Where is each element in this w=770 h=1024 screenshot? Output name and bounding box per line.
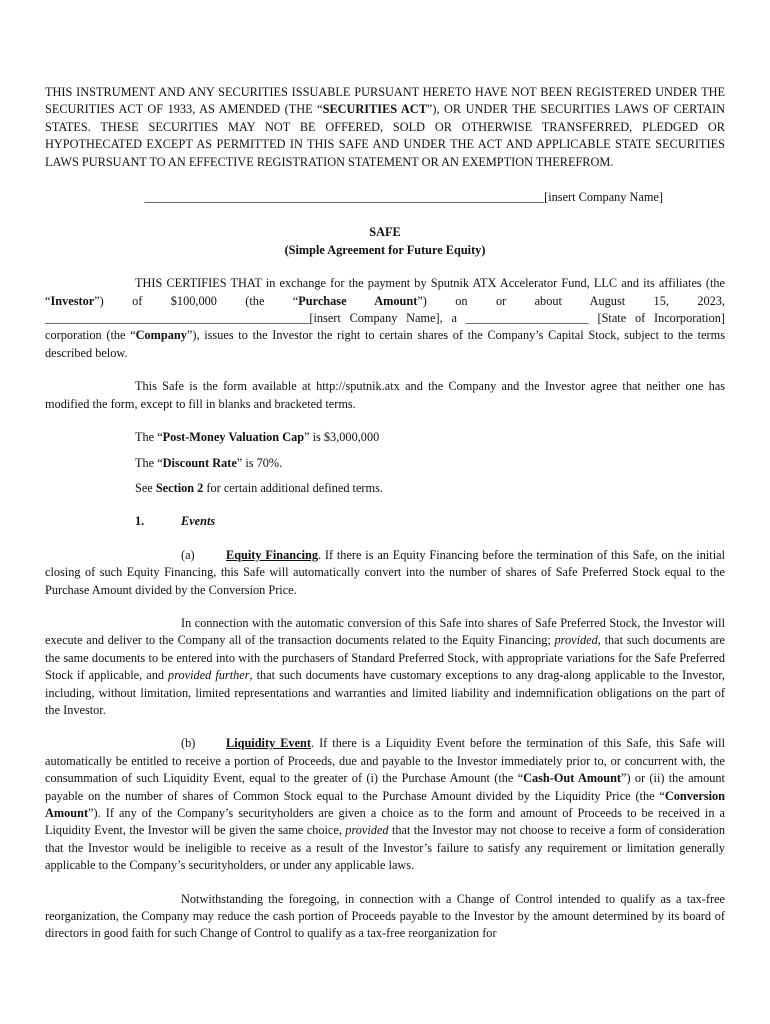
def-value: ” is $3,000,000 <box>304 430 380 445</box>
company-name-line: _________________________________________________________________[insert Company Name] <box>144 190 663 205</box>
securities-legend <box>45 84 725 171</box>
legend-defined-term: SECURITIES ACT <box>322 102 427 117</box>
term-purchase-amount: Purchase Amount <box>298 293 418 308</box>
certifies-text-4: ”), issues to the Investor the right to certain shares of the Company’s Capital Stock, subject to the terms described below. <box>45 328 725 360</box>
term-cash-out-amount: Cash-Out Amount <box>523 771 622 786</box>
liq-text-3: ”). If any of the Company’s securityholders are given a choice as to the form and amount of Proceeds to be received in a Liquidity Event, the Investor will be given the same choice, <box>45 806 725 838</box>
liquidity-event-heading: Liquidity Event <box>226 736 311 751</box>
discount-rate-definition <box>45 455 725 472</box>
legend-text: THIS INSTRUMENT AND ANY SECURITIES ISSUABLE PURSUANT HERETO HAVE NOT BEEN REGISTERED UNDER THE SECURITIES ACT OF 1933, AS AMENDED (THE “ <box>45 85 725 117</box>
conn-text-1: In connection with the automatic conversion of this Safe into shares of Safe Preferred Stock, the Investor will execute and deliver to the Company all of the transaction documents related to the Equity Financing; <box>45 615 725 648</box>
liq-italic-provided: provided <box>345 823 389 838</box>
document-title: SAFE <box>369 225 401 240</box>
document-subtitle: (Simple Agreement for Future Equity) <box>284 242 486 257</box>
term-company: Company <box>135 328 187 343</box>
certifies-text-2: ”) of $100,000 (the “ <box>94 293 299 308</box>
valuation-cap-definition <box>45 429 725 446</box>
notwithstanding-paragraph: Notwithstanding the foregoing, in connection with a Change of Control intended to qualify as a tax-free reorganization, the Company may reduce the cash portion of Proceeds payable to the Investor by the amount determined by its board of directors in good faith for such Change of Control to qualify as a tax-free reorganization for <box>45 891 725 941</box>
conn-italic-provided: provided <box>554 633 598 648</box>
def-text: The “ <box>135 455 163 470</box>
equity-financing-text: . If there is an Equity Financing before the termination of this Safe, on the initial closing of such Equity Financing, this Safe will automatically convert into the number of shares of Safe Preferred Stock equal to the Purchase Amount divided by the Conversion Price. <box>45 547 725 597</box>
liquidity-event-paragraph <box>45 735 725 874</box>
see-section-note <box>45 480 725 497</box>
conn-text-3: , that such documents have customary exceptions to any drag-along applicable to the Investor, including, without limitation, limited representations and warranties and limited liability and indemnification obligations on the part of the Investor. <box>45 668 725 717</box>
section-2-reference: Section 2 <box>155 480 204 495</box>
document-page <box>45 84 725 959</box>
form-paragraph: This Safe is the form available at http://sputnik.atx and the Company and the Investor agree that neither one has modified the form, except to fill in blanks and bracketed terms. <box>45 379 725 411</box>
liq-text-2: ”) or (ii) the amount payable on the number of shares of Common Stock equal to the Purchase Amount divided by the Liquidity Price (the “ <box>45 771 725 803</box>
legend-text-cont: ”), OR UNDER THE SECURITIES LAWS OF CERTAIN STATES. THESE SECURITIES MAY NOT BE OFFERED, SOLD OR OTHERWISE TRANSFERRED, PLEDGED OR HYPOTHECATED EXCEPT AS PERMITTED IN THIS SAFE AND UNDER THE ACT AND APPLICABLE STATE SECURITIES LAWS PURSUANT TO AN EFFECTIVE REGISTRATION STATEMENT OR AN EXEMPTION THEREFROM. <box>45 102 725 169</box>
liq-text-4: that the Investor may not choose to receive a form of consideration that the Investor would be ineligible to receive as a result of the Investor’s failure to satisfy any requirement or limitation generally applicable to the Company’s securityholders, or under any applicable laws. <box>45 823 725 873</box>
equity-financing-heading: Equity Financing <box>226 547 318 562</box>
def-text: The “ <box>135 430 163 445</box>
certifies-text-3: ”) on or about August 15, 2023, ___________________________________________[insert Company Name], a ____________________ [State of Incorporation] corporation (the “ <box>45 293 725 343</box>
def-value: ” is 70%. <box>236 455 283 470</box>
subsection-label-a: (a) <box>181 547 195 562</box>
section-1-heading <box>45 513 725 530</box>
term-discount-rate: Discount Rate <box>162 455 237 470</box>
conversion-documents-paragraph <box>45 615 725 719</box>
term-conversion-amount: Conversion Amount <box>45 788 725 820</box>
conn-italic-provided-further: provided further <box>168 668 250 683</box>
section-name: Events <box>181 514 216 529</box>
subsection-label-b: (b) <box>181 736 196 751</box>
def-text-cont: for certain additional defined terms. <box>203 480 383 495</box>
conn-text-2: , that such documents are the same documents to be entered into with the purchasers of Standard Preferred Stock, with appropriate variations for the Safe Preferred Stock if applicable, and <box>45 633 726 683</box>
liq-text-1: . If there is a Liquidity Event before the termination of this Safe, this Safe will automatically be entitled to receive a portion of Proceeds, due and payable to the Investor immediately prior to, or concurrent with, the consummation of such Liquidity Event, equal to the greater of (i) the Purchase Amount (the “ <box>45 736 725 786</box>
term-post-money-valuation-cap: Post-Money Valuation Cap <box>162 430 305 445</box>
def-text: See <box>135 480 156 495</box>
certifies-text-1: THIS CERTIFIES THAT in exchange for the payment by Sputnik ATX Accelerator Fund, LLC and its affiliates (the “ <box>45 276 725 308</box>
certifies-paragraph <box>45 275 725 362</box>
equity-financing-paragraph <box>45 547 725 599</box>
term-investor: Investor <box>50 293 95 308</box>
section-number: 1. <box>135 514 145 529</box>
